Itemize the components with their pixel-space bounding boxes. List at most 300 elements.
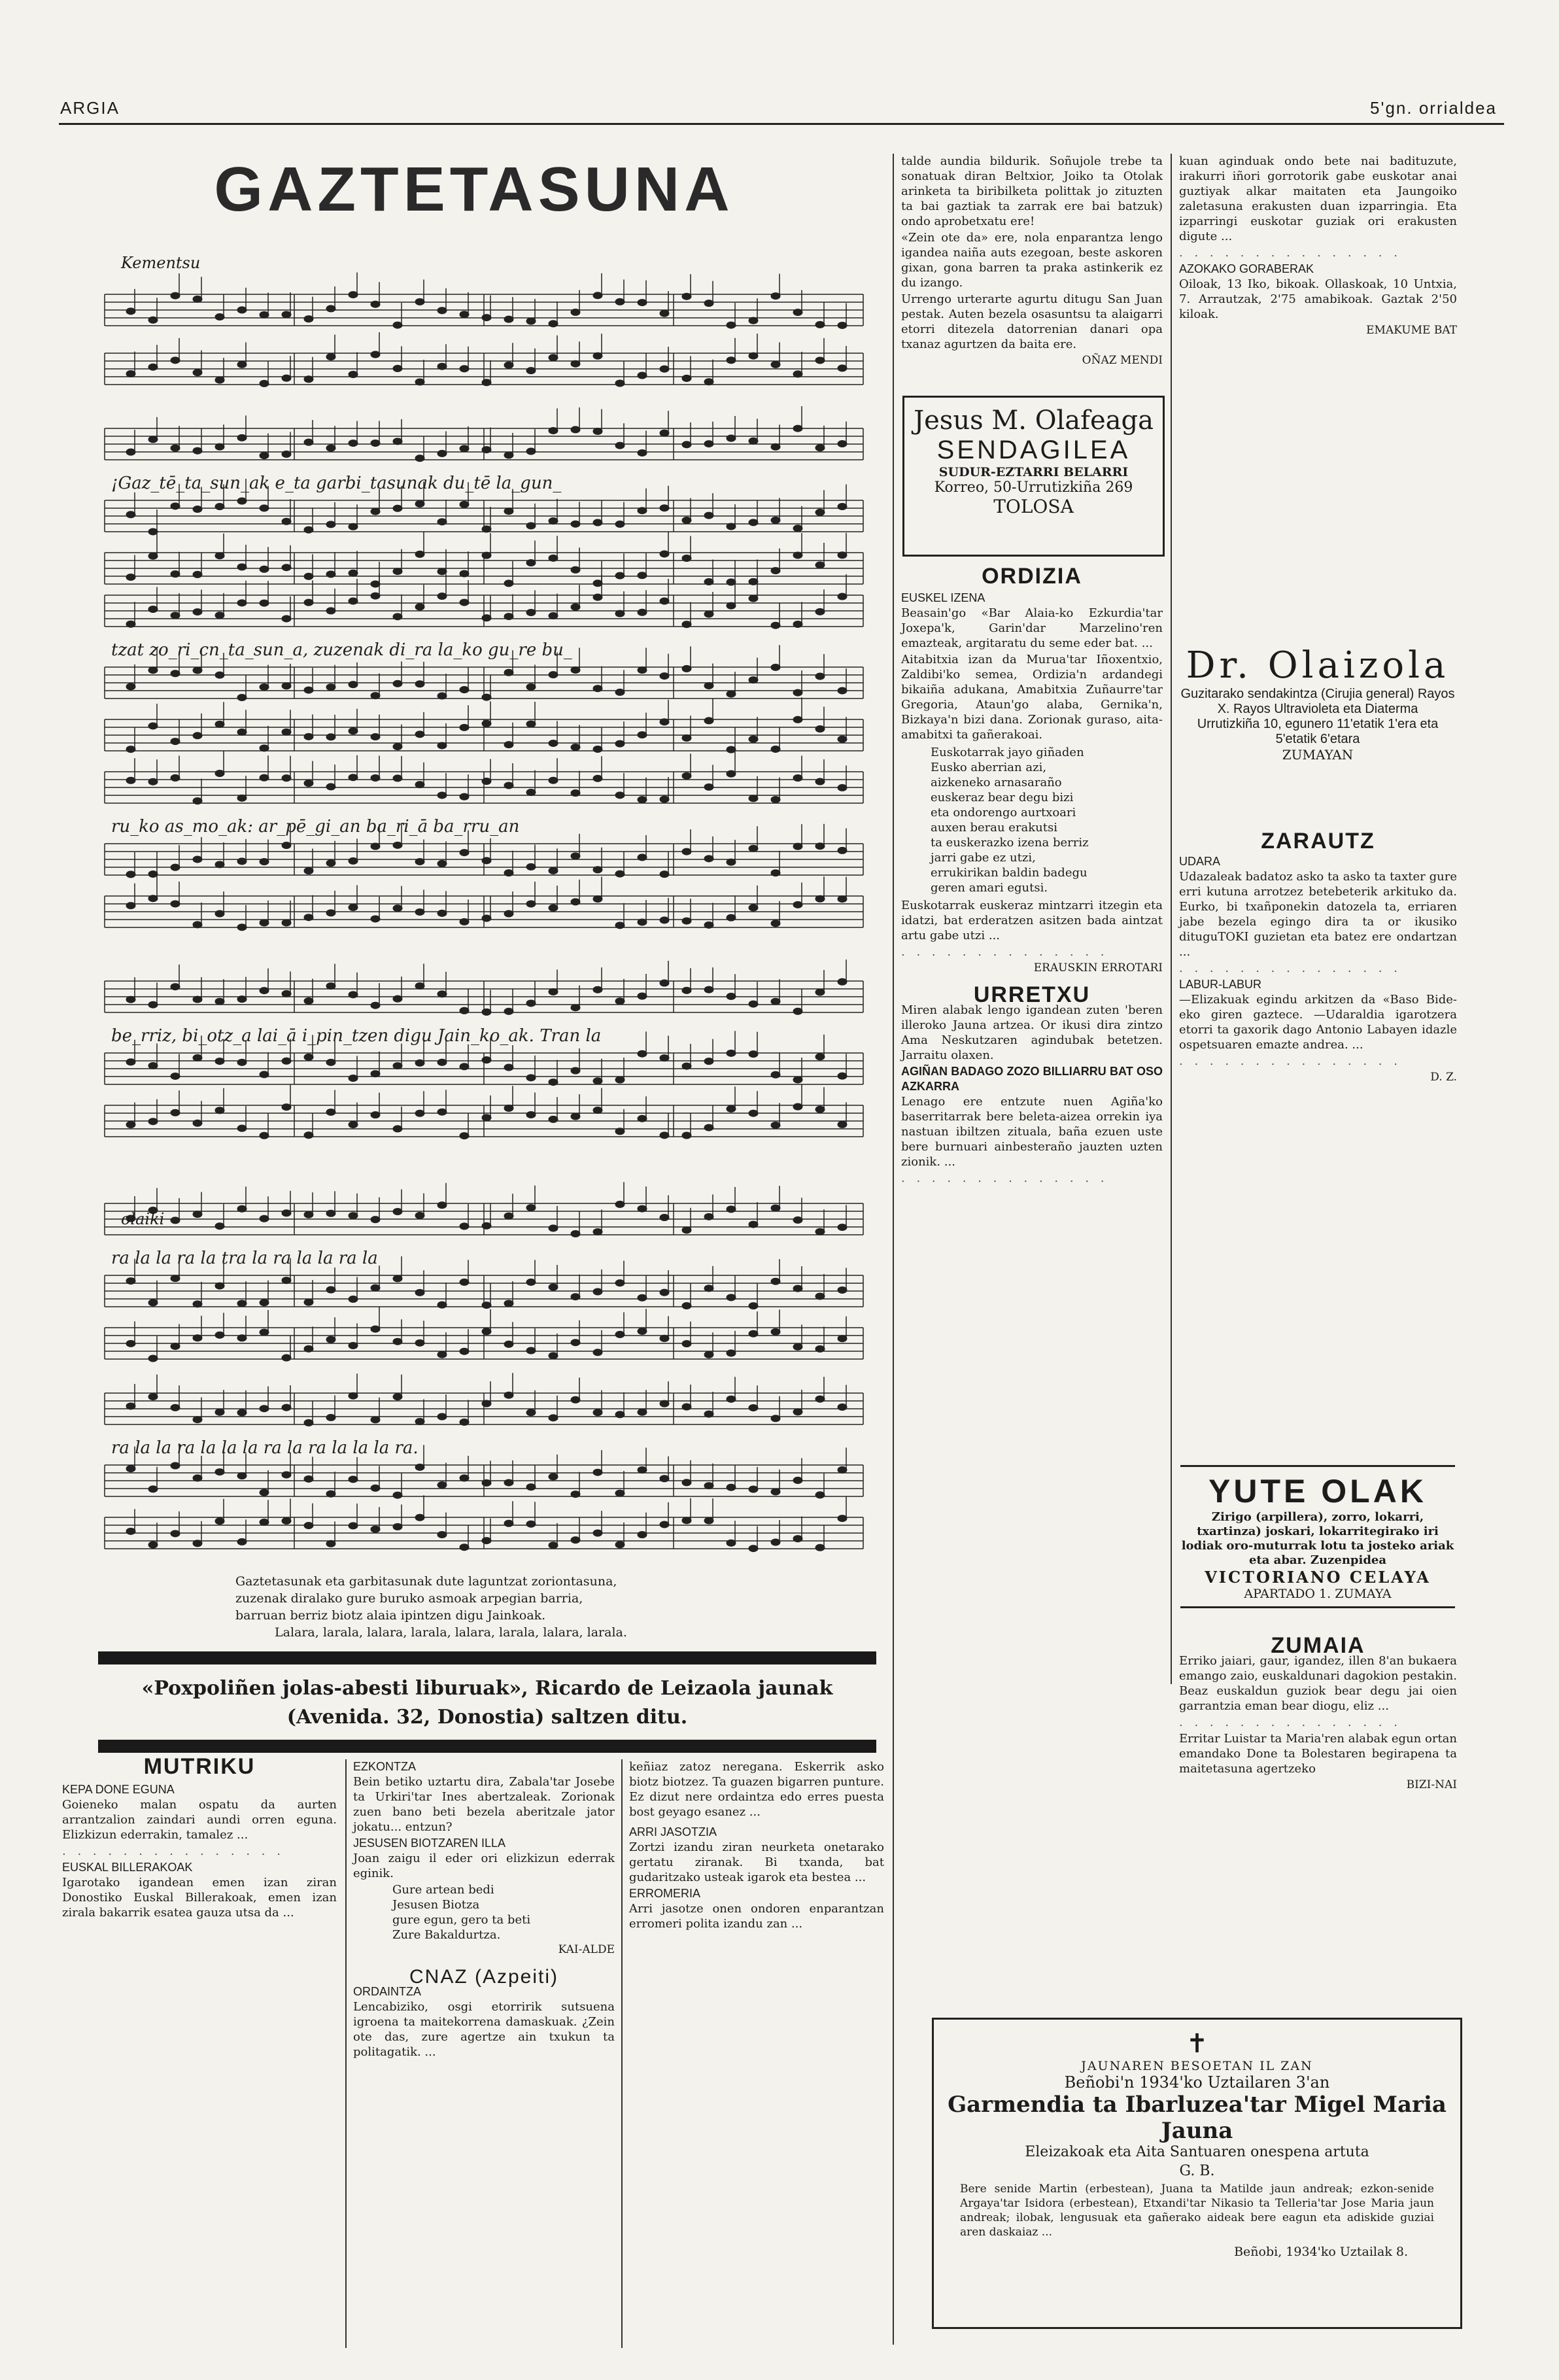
note-head xyxy=(549,427,558,434)
note-head xyxy=(727,435,736,441)
note-head xyxy=(349,904,358,910)
note-head xyxy=(237,924,247,931)
signature: KAI-ALDE xyxy=(558,1943,615,1956)
note-head xyxy=(304,526,313,533)
note-head xyxy=(193,296,202,302)
note-head xyxy=(771,797,780,803)
note-head xyxy=(326,1491,335,1497)
note-head xyxy=(393,568,402,575)
note-head xyxy=(615,1128,625,1135)
poem-line: ta euskerazko izena berriz xyxy=(931,836,1089,850)
note-head xyxy=(838,1121,847,1128)
note-head xyxy=(260,380,269,387)
note-head xyxy=(260,1132,269,1139)
note-head xyxy=(171,445,180,451)
note-head xyxy=(526,721,536,727)
note-head xyxy=(504,669,513,676)
note-head xyxy=(304,914,313,921)
note-head xyxy=(148,1300,158,1306)
note-head xyxy=(749,519,758,526)
note-head xyxy=(638,609,647,615)
note-head xyxy=(815,509,825,515)
note-head xyxy=(727,859,736,865)
note-head xyxy=(660,1335,669,1341)
note-head xyxy=(615,521,625,527)
note-head xyxy=(260,1519,269,1525)
note-head xyxy=(460,1063,469,1070)
note-head xyxy=(460,599,469,606)
poem-line: aizkeneko arnasaraño xyxy=(931,776,1062,789)
note-head xyxy=(682,1303,691,1309)
note-head xyxy=(171,1462,180,1469)
note-head xyxy=(749,438,758,444)
note-head xyxy=(437,792,447,799)
note-head xyxy=(126,621,135,627)
note-head xyxy=(126,371,135,377)
note-head xyxy=(282,518,291,525)
note-head xyxy=(815,1106,825,1112)
note-head xyxy=(660,430,669,436)
note-head xyxy=(215,770,224,777)
subhead: JESUSEN BIOTZAREN ILLA xyxy=(353,1837,506,1850)
note-head xyxy=(282,920,291,926)
note-head xyxy=(215,721,224,727)
note-head xyxy=(749,1330,758,1337)
note-head xyxy=(727,579,736,585)
note-head xyxy=(437,363,447,370)
note-head xyxy=(526,789,536,796)
note-head xyxy=(437,1302,447,1308)
notice-line: JAUNAREN BESOETAN IL ZAN xyxy=(1081,2059,1313,2073)
note-head xyxy=(749,317,758,324)
note-head xyxy=(549,613,558,619)
note-head xyxy=(326,1210,335,1216)
note-head xyxy=(171,1343,180,1349)
note-head xyxy=(771,568,780,574)
note-head xyxy=(126,1528,135,1534)
note-head xyxy=(638,372,647,379)
note-head xyxy=(282,1058,291,1064)
note-head xyxy=(838,552,847,559)
note-head xyxy=(282,1354,291,1361)
note-head xyxy=(749,677,758,683)
poem-line: errukirikan baldin badegu xyxy=(931,866,1088,880)
note-head xyxy=(126,574,135,580)
note-head xyxy=(148,1118,158,1125)
paragraph: Erriko jaiari, gaur, igandez, illen 8'an bukaera emango zaio, euskaldunari dagokion pestakin. Beaz euskaldun guziok bear degu jai oien garrantzia eman bear diogu, eliz ... xyxy=(1179,1654,1457,1713)
note-head xyxy=(749,1110,758,1116)
note-head xyxy=(504,1064,513,1071)
note-head xyxy=(304,687,313,693)
note-head xyxy=(393,322,402,328)
running-head-left: ARGIA xyxy=(60,98,120,118)
note-head xyxy=(415,858,424,865)
notice-rip: G. B. xyxy=(1179,2163,1215,2179)
poem-top-column xyxy=(901,154,1163,368)
note-head xyxy=(460,850,469,856)
note-head xyxy=(371,1285,380,1291)
note-head xyxy=(727,1206,736,1213)
note-head xyxy=(482,1538,491,1544)
note-head xyxy=(326,983,335,990)
poem-line: Euskotarrak jayo giñaden xyxy=(931,746,1084,759)
note-head xyxy=(126,511,135,518)
subhead: LABUR-LABUR xyxy=(1179,978,1262,991)
note-head xyxy=(193,1417,202,1423)
note-head xyxy=(349,1296,358,1302)
lyric-line: ra la la ra la la la ra la ra la la la ra. xyxy=(111,1438,419,1458)
note-head xyxy=(660,505,669,511)
note-head xyxy=(504,1520,513,1526)
note-head xyxy=(838,441,847,447)
note-head xyxy=(793,1343,802,1350)
note-head xyxy=(482,915,491,922)
note-head xyxy=(593,986,602,993)
note-head xyxy=(593,292,602,299)
note-head xyxy=(549,867,558,874)
note-head xyxy=(460,1007,469,1014)
note-head xyxy=(771,361,780,368)
note-head xyxy=(437,307,447,314)
book-notice xyxy=(105,1674,870,1732)
note-head xyxy=(682,772,691,779)
note-head xyxy=(815,357,825,364)
note-head xyxy=(793,1103,802,1110)
note-head xyxy=(126,683,135,690)
note-head xyxy=(638,1328,647,1334)
note-head xyxy=(526,683,536,690)
note-head xyxy=(704,784,713,790)
note-head xyxy=(704,922,713,928)
note-head xyxy=(615,1490,625,1496)
note-head xyxy=(638,732,647,738)
note-head xyxy=(304,733,313,740)
note-head xyxy=(193,1301,202,1307)
note-head xyxy=(282,451,291,457)
note-head xyxy=(193,1335,202,1341)
note-head xyxy=(415,982,424,989)
note-head xyxy=(171,1530,180,1537)
note-head xyxy=(393,1338,402,1345)
lyric-line: ru_ko as_mo_ak: ar_pē_gi_an ba_ri_ā ba_rru_an xyxy=(111,817,520,836)
note-head xyxy=(393,680,402,687)
note-head xyxy=(771,1205,780,1211)
note-head xyxy=(549,672,558,678)
note-head xyxy=(237,600,247,606)
note-head xyxy=(415,298,424,305)
paragraph: Beasain'go «Bar Alaia-ko Ezkurdia'tar Joxepa'k, Garin'dar Marzelino'ren emazteak, argitaratu du seme eder bat. ... xyxy=(901,606,1163,650)
note-head xyxy=(793,689,802,696)
note-head xyxy=(793,1077,802,1083)
note-head xyxy=(415,604,424,610)
note-head xyxy=(682,293,691,300)
note-head xyxy=(282,615,291,622)
score-marker: olaiki xyxy=(121,1210,165,1228)
ad-line: Zirigo (arpillera), zorro, lokarri, txartinza) joskari, lokarritegirako iri lodiak oro-muturrak lotu ta josteko ariak eta abar. Zuzenpidea xyxy=(1181,1510,1454,1567)
note-head xyxy=(126,449,135,455)
note-head xyxy=(148,871,158,877)
note-head xyxy=(571,426,580,433)
note-head xyxy=(549,1415,558,1421)
note-head xyxy=(237,564,247,570)
ad-yute-olak xyxy=(1180,1465,1455,1608)
note-head xyxy=(193,733,202,739)
note-head xyxy=(304,1345,313,1352)
note-head xyxy=(237,695,247,701)
note-head xyxy=(482,720,491,727)
note-head xyxy=(260,1329,269,1336)
note-head xyxy=(771,1489,780,1495)
note-head xyxy=(549,740,558,746)
notice-line: Eleizakoak eta Aita Santuaren onespena artuta xyxy=(1025,2144,1369,2160)
note-head xyxy=(727,1105,736,1112)
note-head xyxy=(615,689,625,695)
note-head xyxy=(260,920,269,926)
note-head xyxy=(793,1477,802,1483)
note-head xyxy=(460,793,469,800)
note-head xyxy=(282,1472,291,1478)
note-head xyxy=(660,1521,669,1528)
note-head xyxy=(682,1132,691,1139)
note-head xyxy=(593,867,602,873)
note-head xyxy=(460,687,469,693)
note-head xyxy=(304,1211,313,1218)
note-head xyxy=(815,989,825,995)
note-head xyxy=(215,672,224,678)
note-head xyxy=(371,351,380,358)
note-head xyxy=(304,1523,313,1529)
note-head xyxy=(838,736,847,742)
note-head xyxy=(815,895,825,902)
note-head xyxy=(482,857,491,864)
note-head xyxy=(148,317,158,323)
note-head xyxy=(371,581,380,587)
note-head xyxy=(593,519,602,526)
note-head xyxy=(304,1132,313,1139)
note-head xyxy=(526,1075,536,1081)
note-head xyxy=(437,1531,447,1538)
note-head xyxy=(460,366,469,372)
note-head xyxy=(682,848,691,855)
note-head xyxy=(193,856,202,863)
note-head xyxy=(815,1345,825,1352)
paragraph: Goieneko malan ospatu da aurten arrantzalion zaindari aundi orren eguna. Elizkizun ederrakin, tamalez ... xyxy=(62,1798,337,1842)
note-head xyxy=(638,508,647,514)
note-head xyxy=(304,376,313,383)
note-head xyxy=(571,899,580,905)
note-head xyxy=(704,300,713,307)
paragraph: keñiaz zatoz neregana. Eskerrik asko biotz biotzez. Ta guazen bigarren punture. Ez dizut nere ordaintza edo erres puesta bost geyago esanez ... xyxy=(629,1760,884,1819)
note-head xyxy=(571,1339,580,1346)
note-head xyxy=(482,552,491,559)
note-head xyxy=(549,1542,558,1549)
note-head xyxy=(571,1005,580,1011)
note-head xyxy=(727,1484,736,1491)
note-head xyxy=(504,508,513,515)
note-head xyxy=(682,375,691,381)
subhead: ARRI JASOTZIA xyxy=(629,1825,717,1838)
note-head xyxy=(482,1057,491,1063)
note-head xyxy=(126,903,135,909)
note-head xyxy=(638,797,647,803)
note-head xyxy=(638,1532,647,1538)
note-head xyxy=(704,579,713,585)
note-head xyxy=(615,998,625,1005)
note-head xyxy=(504,742,513,748)
note-head xyxy=(727,523,736,530)
note-head xyxy=(437,910,447,916)
note-head xyxy=(371,843,380,850)
poem-line: Gure artean bedi xyxy=(392,1883,494,1897)
note-head xyxy=(549,518,558,525)
note-head xyxy=(593,896,602,903)
note-head xyxy=(282,729,291,735)
note-head xyxy=(549,320,558,327)
note-head xyxy=(815,1396,825,1402)
note-head xyxy=(260,683,269,690)
ad-olaizola xyxy=(1180,644,1455,763)
note-head xyxy=(371,1112,380,1118)
tempo-marking: Kementsu xyxy=(121,254,201,272)
note-head xyxy=(393,842,402,848)
paragraph: Zortzi izandu ziran neurketa onetarako gertatu ziranak. Bi txanda, bat gudaritzako usteak igarok eta bestea ... xyxy=(629,1840,884,1884)
note-head xyxy=(838,784,847,791)
caption-line: zuzenak diralako gure buruko asmoak arpegian barria, xyxy=(235,1591,583,1606)
note-head xyxy=(615,1331,625,1337)
note-head xyxy=(593,1469,602,1475)
note-head xyxy=(126,746,135,753)
note-head xyxy=(437,991,447,997)
poem-line: Zure Bakaldurtza. xyxy=(392,1928,501,1942)
note-head xyxy=(704,379,713,385)
note-head xyxy=(260,1071,269,1078)
note-head xyxy=(371,593,380,599)
notice-date: Beñobi, 1934'ko Uztailak 8. xyxy=(1234,2245,1408,2259)
note-head xyxy=(171,1217,180,1224)
note-head xyxy=(415,1339,424,1346)
caption-line: Gaztetasunak eta garbitasunak dute laguntzat zoriontasuna, xyxy=(235,1574,617,1589)
note-head xyxy=(349,440,358,447)
note-head xyxy=(460,1419,469,1425)
paragraph: Urrengo urterarte agurtu ditugu San Juan pestak. Auten bezela osasuntsu ta alaigarri etorri ditezela datorrenian danari opa txanaz agurtzen da baita ere. xyxy=(901,292,1163,351)
note-head xyxy=(793,1536,802,1542)
note-head xyxy=(482,379,491,386)
note-head xyxy=(526,901,536,907)
note-head xyxy=(393,1063,402,1069)
note-head xyxy=(771,1539,780,1545)
note-head xyxy=(593,775,602,782)
paragraph: Oiloak, 13 Iko, bikoak. Ollaskoak, 10 Untxia, 7. Arrautzak, 2'75 amabikoak. Gaztak 2'50 kiloak. xyxy=(1179,277,1457,321)
note-head xyxy=(638,854,647,861)
cross-icon: ✝ xyxy=(1186,2029,1208,2059)
note-head xyxy=(371,301,380,307)
note-head xyxy=(526,1409,536,1416)
note-head xyxy=(815,673,825,680)
note-head xyxy=(571,1230,580,1237)
note-head xyxy=(571,309,580,315)
column-rule xyxy=(621,1759,623,2348)
note-head xyxy=(260,1215,269,1222)
note-head xyxy=(571,1294,580,1300)
note-head xyxy=(815,445,825,451)
note-head xyxy=(660,917,669,923)
note-head xyxy=(704,1517,713,1524)
note-head xyxy=(682,441,691,448)
note-head xyxy=(704,855,713,862)
note-head xyxy=(460,918,469,925)
illegible-text: . . . . . . . . . . . . . . . xyxy=(62,1844,284,1858)
note-head xyxy=(460,1348,469,1354)
note-head xyxy=(526,1000,536,1007)
signature: BIZI-NAI xyxy=(1406,1778,1457,1791)
note-head xyxy=(727,1350,736,1356)
note-head xyxy=(304,439,313,445)
note-head xyxy=(482,778,491,785)
ad-city: TOLOSA xyxy=(993,496,1074,517)
note-head xyxy=(593,746,602,752)
note-head xyxy=(660,310,669,317)
note-head xyxy=(660,796,669,802)
note-head xyxy=(371,440,380,447)
note-head xyxy=(771,517,780,523)
note-head xyxy=(260,859,269,865)
ordizia-column xyxy=(901,564,1163,1187)
note-head xyxy=(193,667,202,674)
note-head xyxy=(549,1225,558,1232)
note-head xyxy=(126,1122,135,1128)
note-head xyxy=(593,428,602,434)
note-head xyxy=(704,441,713,447)
note-head xyxy=(371,916,380,922)
section-title: ZARAUTZ xyxy=(1261,829,1375,854)
note-head xyxy=(638,919,647,925)
note-head xyxy=(371,508,380,515)
song-caption xyxy=(235,1573,824,1641)
ad-line: Guzitarako sendakintza (Cirujia general) Rayos X. Rayos Ultravioleta eta Diaterma xyxy=(1180,687,1455,716)
note-head xyxy=(704,512,713,519)
note-head xyxy=(171,1073,180,1079)
note-head xyxy=(682,1479,691,1486)
paragraph: Bein betiko uztartu dira, Zabala'tar Josebe ta Urkiri'tar Ines abertzaleak. Zorionak zuen bano beti bezela aberitzale jator jokatu... entzun? xyxy=(353,1775,615,1834)
note-head xyxy=(415,455,424,462)
note-head xyxy=(215,998,224,1005)
note-head xyxy=(571,566,580,573)
note-head xyxy=(549,905,558,911)
note-head xyxy=(237,795,247,801)
note-head xyxy=(504,910,513,917)
note-head xyxy=(793,1409,802,1415)
note-head xyxy=(282,375,291,381)
note-head xyxy=(727,1294,736,1301)
note-head xyxy=(526,1347,536,1354)
note-head xyxy=(349,1213,358,1219)
note-head xyxy=(526,1111,536,1118)
note-head xyxy=(415,551,424,557)
note-head xyxy=(282,842,291,849)
note-head xyxy=(126,1278,135,1285)
note-head xyxy=(638,1409,647,1415)
note-head xyxy=(393,1492,402,1498)
header-rule xyxy=(59,123,1504,125)
note-head xyxy=(237,729,247,735)
note-head xyxy=(171,864,180,871)
note-head xyxy=(615,1077,625,1083)
ad-title: YUTE OLAK xyxy=(1208,1473,1427,1509)
note-head xyxy=(393,1275,402,1282)
note-head xyxy=(504,613,513,620)
note-head xyxy=(171,1275,180,1282)
ad-role: SENDAGILEA xyxy=(936,436,1131,464)
